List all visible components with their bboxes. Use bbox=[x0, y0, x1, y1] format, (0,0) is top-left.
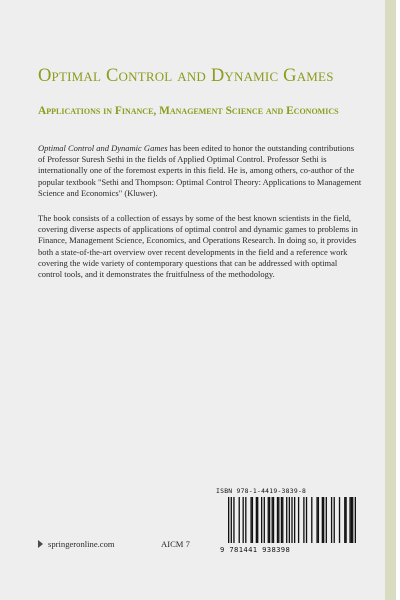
spine-edge bbox=[396, 0, 400, 600]
barcode-bar-10 bbox=[261, 497, 262, 543]
spine-stripe bbox=[385, 0, 396, 600]
barcode-bar-18 bbox=[281, 497, 282, 543]
barcode-bar-24 bbox=[298, 497, 299, 543]
barcode-bar-40 bbox=[352, 497, 353, 543]
website-label: springeronline.com bbox=[48, 539, 115, 549]
book-title: Optimal Control and Dynamic Games bbox=[38, 66, 334, 86]
barcode-bar-31 bbox=[323, 497, 324, 543]
barcode bbox=[228, 497, 356, 543]
barcode-number: 9 781441 938398 bbox=[220, 545, 291, 554]
barcode-bar-15 bbox=[273, 497, 274, 543]
book-subtitle: Applications in Finance, Management Science and Economics bbox=[38, 105, 339, 117]
barcode-bar-17 bbox=[278, 497, 279, 543]
description-paragraph-1 bbox=[38, 143, 362, 199]
description-paragraph-2: The book consists of a collection of essays by some of the best known scientists in the field, covering diverse aspects of applications of optimal control and dynamic games to problems in Finance, Management Science, Economics, and Operations Research. In doing so, it provides both a state-of-the-art overview over recent developments in the field and a reference work covering the wide variety of contemporary questions that can be addressed with optimal control tools, and it demonstrates the fruitfulness of the methodology. bbox=[38, 213, 358, 280]
barcode-bar-35 bbox=[339, 497, 340, 543]
barcode-bar-12 bbox=[268, 497, 269, 543]
barcode-bar-38 bbox=[349, 497, 350, 543]
barcode-bar-39 bbox=[351, 497, 352, 543]
barcode-bar-11 bbox=[264, 497, 265, 543]
isbn-label: ISBN 978-1-4419-3839-8 bbox=[216, 487, 307, 495]
series-code: AICM 7 bbox=[161, 539, 190, 549]
barcode-bar-22 bbox=[291, 497, 292, 543]
barcode-bar-28 bbox=[316, 497, 317, 543]
publisher-website[interactable] bbox=[38, 539, 115, 549]
paragraph-1-text: has been edited to honor the outstanding contributions of Professor Suresh Sethi in the fields of Applied Optimal Control. Professor Sethi is internationally one of the foremost experts in this field. He is, among others, co-author of the popular textbook "Sethi and Thompson: Optimal Control Theory: Applications to Management Science and Economics" (Kluwer). bbox=[38, 143, 362, 198]
title-reference: Optimal Control and Dynamic Games bbox=[38, 143, 168, 153]
barcode-bar-30 bbox=[322, 497, 323, 543]
barcode-bar-2 bbox=[233, 497, 234, 543]
barcode-bar-41 bbox=[355, 497, 356, 543]
barcode-bar-19 bbox=[282, 497, 283, 543]
barcode-bar-9 bbox=[257, 497, 258, 543]
barcode-bar-37 bbox=[345, 497, 346, 543]
barcode-bar-1 bbox=[231, 497, 232, 543]
barcode-bar-29 bbox=[318, 497, 319, 543]
barcode-bar-34 bbox=[334, 497, 335, 543]
barcode-bar-26 bbox=[306, 497, 307, 543]
barcode-bar-14 bbox=[272, 497, 273, 543]
barcode-bar-27 bbox=[311, 497, 312, 543]
barcode-bar-4 bbox=[243, 497, 244, 543]
barcode-bar-5 bbox=[245, 497, 246, 543]
barcode-bar-20 bbox=[286, 497, 287, 543]
barcode-bar-0 bbox=[228, 497, 229, 543]
barcode-bar-7 bbox=[252, 497, 253, 543]
barcode-bar-23 bbox=[294, 497, 295, 543]
barcode-bar-25 bbox=[303, 497, 304, 543]
barcode-bar-32 bbox=[326, 497, 327, 543]
barcode-bar-21 bbox=[289, 497, 290, 543]
chevron-right-icon bbox=[38, 540, 43, 548]
barcode-bar-3 bbox=[239, 497, 240, 543]
barcode-bar-36 bbox=[344, 497, 345, 543]
barcode-bar-8 bbox=[256, 497, 257, 543]
barcode-bar-33 bbox=[331, 497, 332, 543]
barcode-bar-16 bbox=[277, 497, 278, 543]
barcode-bar-6 bbox=[250, 497, 251, 543]
barcode-bar-13 bbox=[269, 497, 270, 543]
